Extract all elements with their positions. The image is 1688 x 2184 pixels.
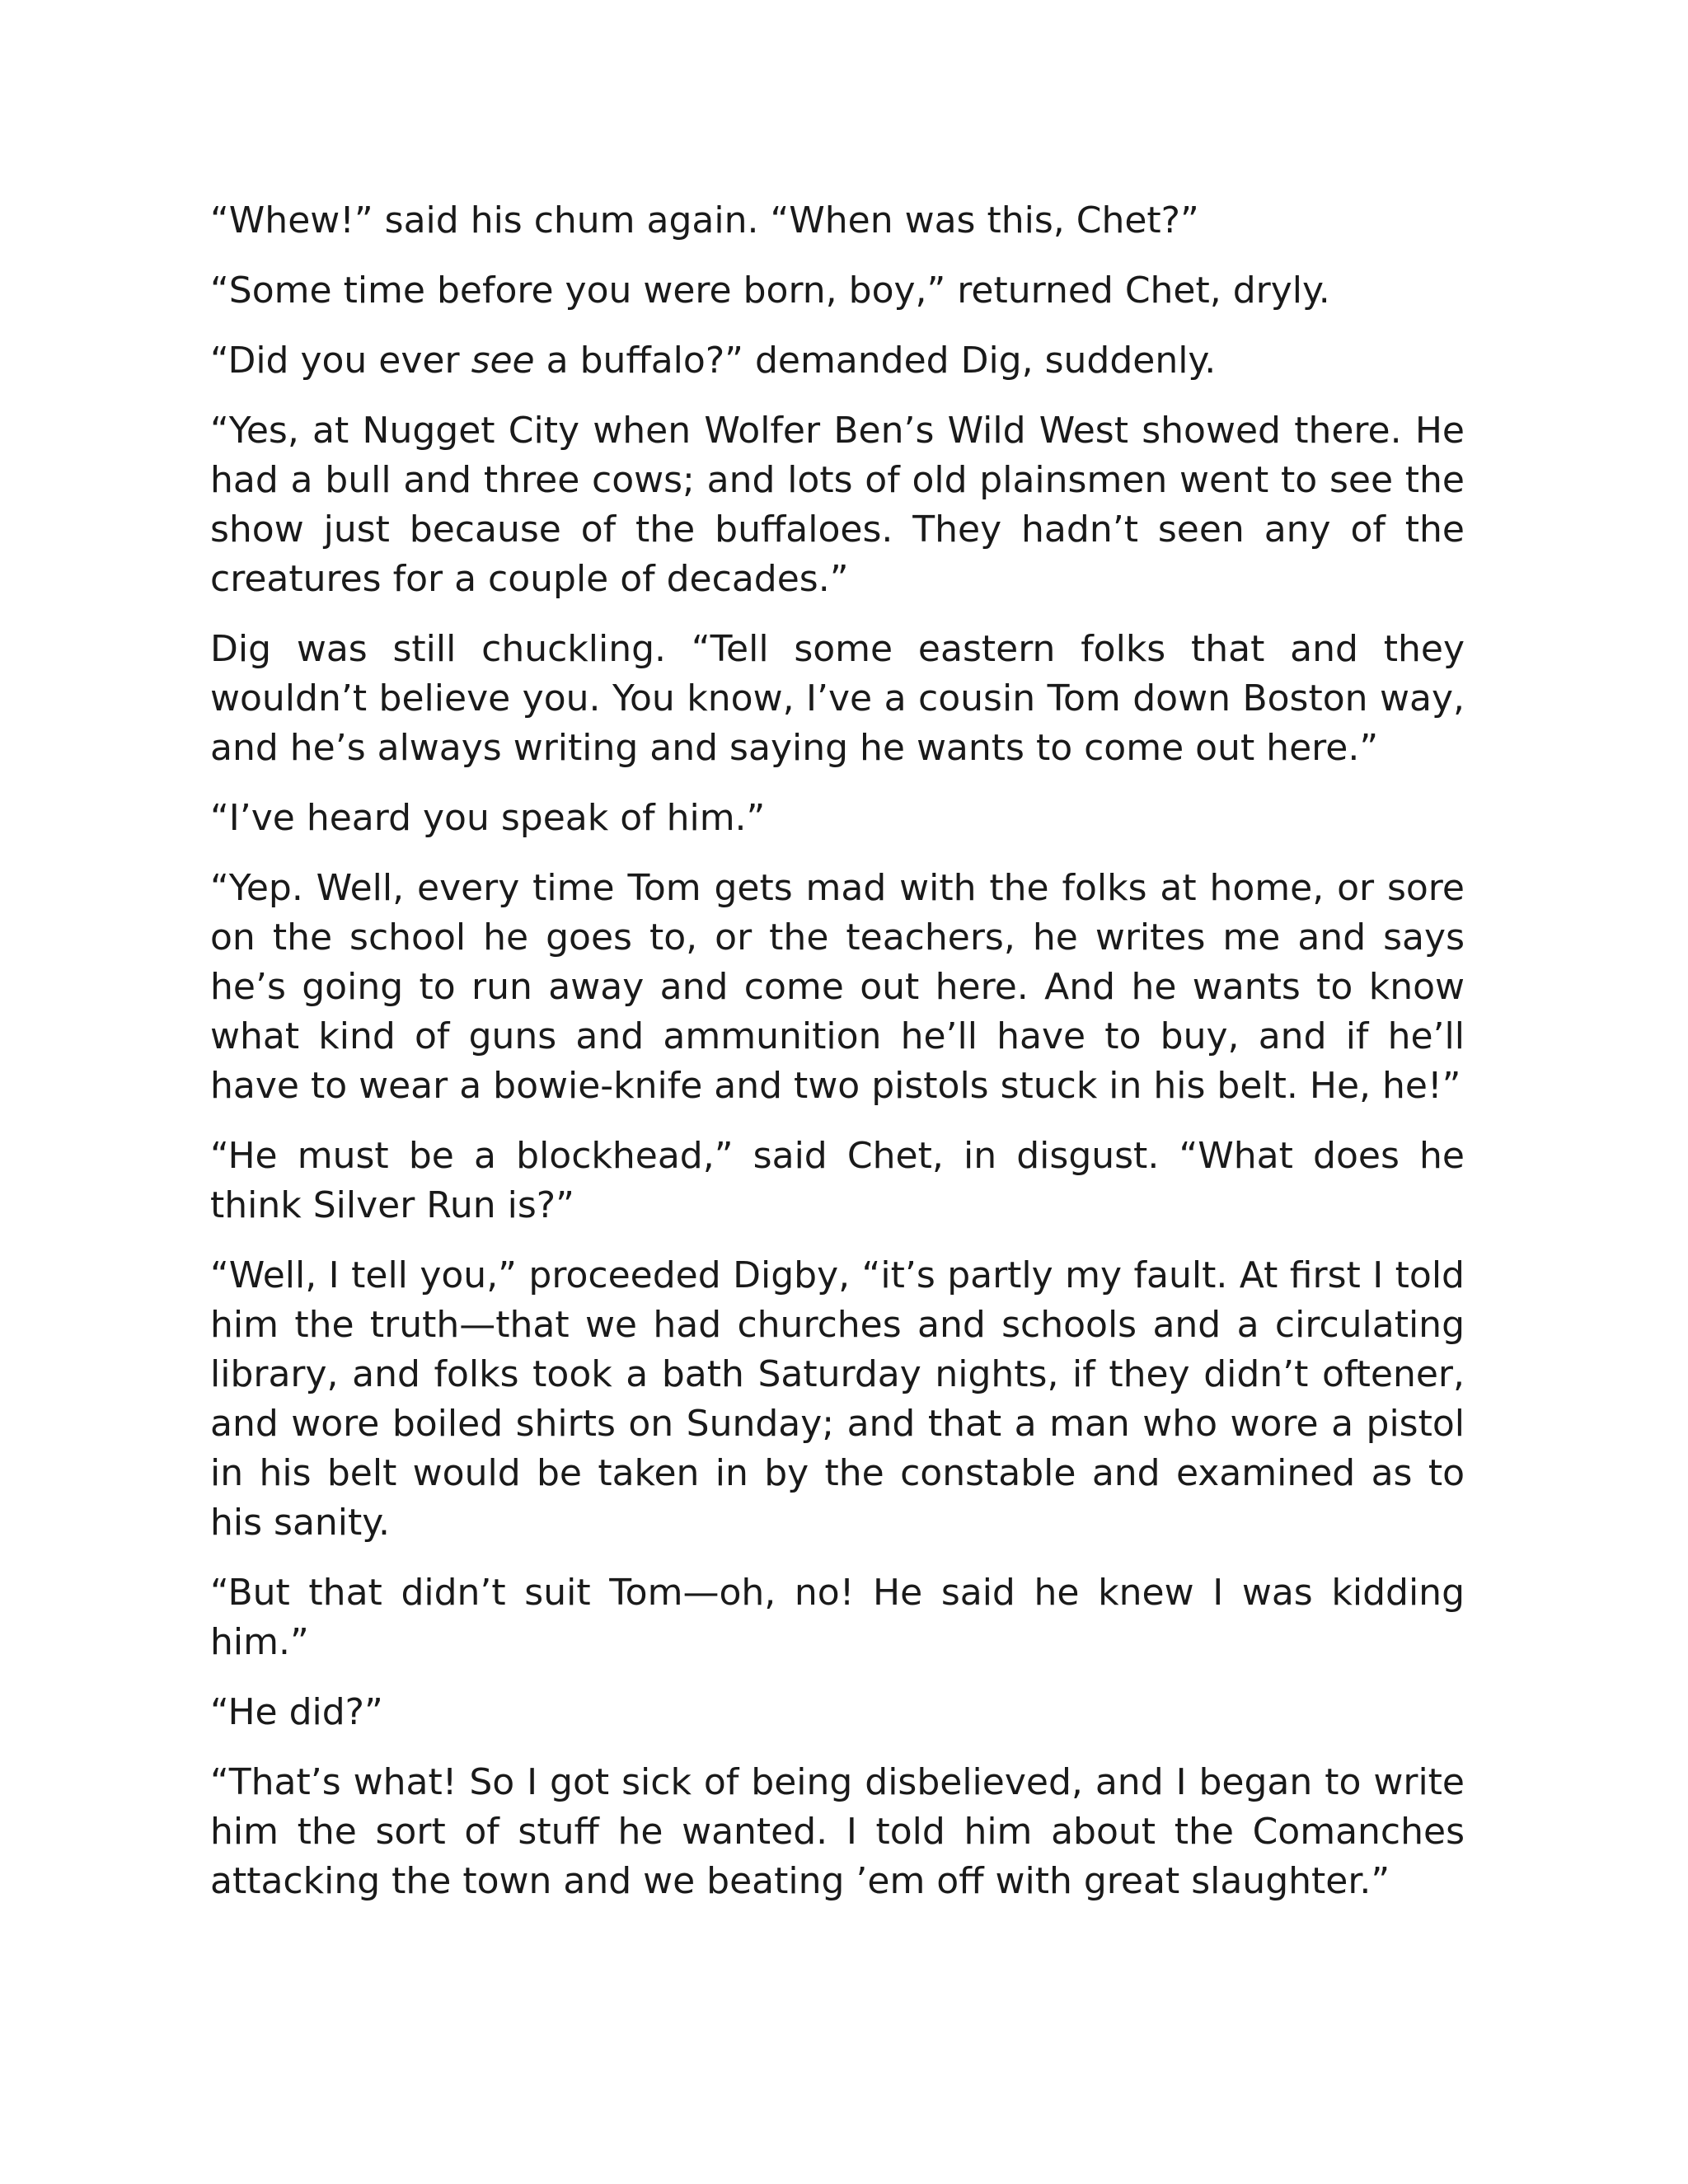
paragraph: Dig was still chuckling. “Tell some eastern folks that and they wouldn’t believe you. You know, I’ve a cousin Tom down Boston way, and he’s always writing and saying he wants to come out here.” <box>210 628 1465 769</box>
paragraph: “Yep. Well, every time Tom gets mad with the folks at home, or sore on the school he goes to, or the teachers, he writes me and says he’s going to run away and come out here. And he wants to know what kind of guns and ammunition he’ll have to buy, and if he’ll have to wear a bowie-knife and two pistols stuck in his belt. He, he!” <box>210 867 1465 1107</box>
emphasized-word: see <box>471 340 535 382</box>
paragraph <box>210 336 1465 386</box>
paragraph-text: “Did you ever <box>210 340 471 382</box>
paragraph: “Some time before you were born, boy,” returned Chet, dryly. <box>210 269 1330 312</box>
paragraph: “Yes, at Nugget City when Wolfer Ben’s Wild West showed there. He had a bull and three cows; and lots of old plainsmen went to see the show just because of the buffaloes. They hadn’t seen any of the creatures for a couple of decades.” <box>210 410 1465 600</box>
paragraph-text: a buffalo?” demanded Dig, suddenly. <box>534 340 1217 382</box>
paragraph: “That’s what! So I got sick of being disbelieved, and I began to write him the sort of stuff he wanted. I told him about the Comanches attacking the town and we beating ’em off with great slaughter.” <box>210 1761 1465 1902</box>
paragraph: “Whew!” said his chum again. “When was this, Chet?” <box>210 199 1199 241</box>
page-text <box>210 196 1465 1927</box>
paragraph: “But that didn’t suit Tom—oh, no! He said he knew I was kidding him.” <box>210 1572 1465 1663</box>
paragraph: “Well, I tell you,” proceeded Digby, “it’s partly my fault. At first I told him the truth—that we had churches and schools and a circulating library, and folks took a bath Saturday nights, if they didn’t oftener, and wore boiled shirts on Sunday; and that a man who wore a pistol in his belt would be taken in by the constable and examined as to his sanity. <box>210 1254 1465 1544</box>
paragraph: “He must be a blockhead,” said Chet, in disgust. “What does he think Silver Run is?” <box>210 1135 1465 1226</box>
paragraph: “He did?” <box>210 1691 383 1733</box>
paragraph: “I’ve heard you speak of him.” <box>210 797 766 839</box>
